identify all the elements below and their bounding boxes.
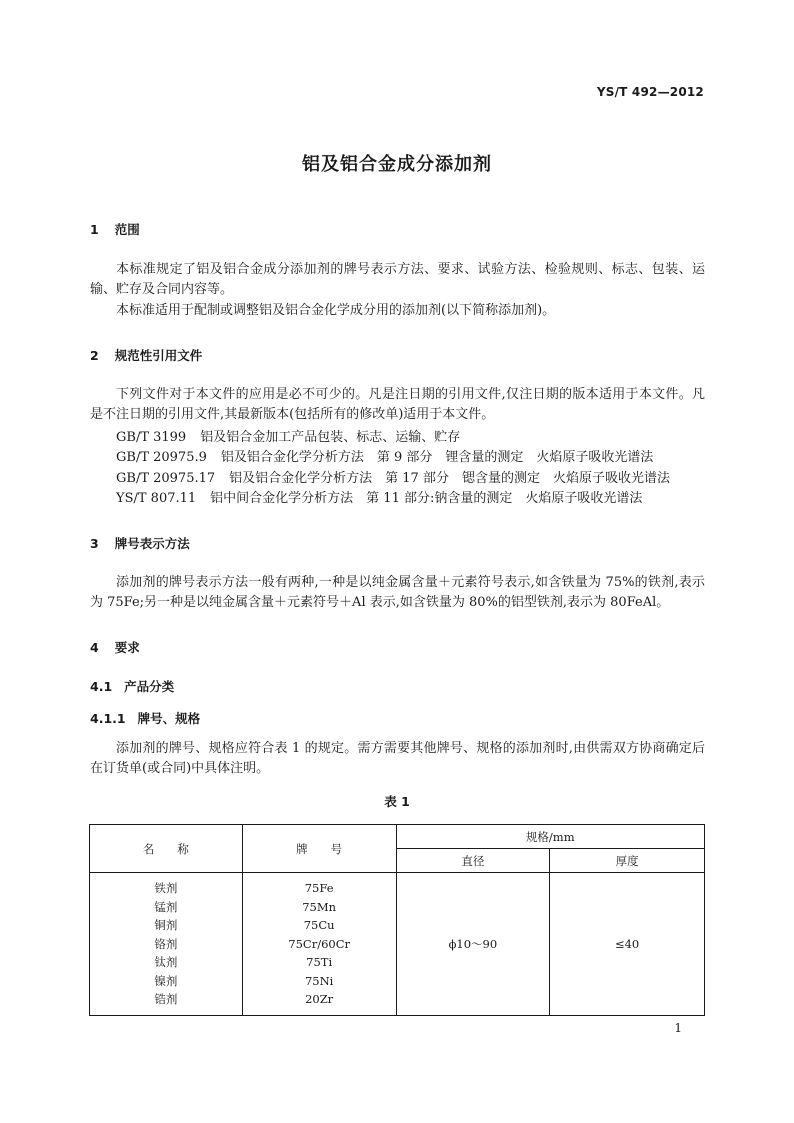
- reference-code: GB/T 20975.9: [116, 450, 207, 465]
- section-2-heading: [90, 346, 202, 364]
- header-spec: 规格/mm: [396, 825, 704, 849]
- header-diameter: 直径: [396, 849, 550, 873]
- section-4-heading: [90, 638, 140, 656]
- name-list: [90, 879, 242, 1009]
- section-3-heading: [90, 534, 190, 552]
- spec-table: [89, 824, 705, 1016]
- header-name: 名 称: [90, 825, 243, 873]
- name-cell: 锰剂: [154, 899, 178, 914]
- section-title: 规范性引用文件: [114, 348, 203, 363]
- reference-title: 铝中间合金化学分析方法 第 11 部分:钠含量的测定 火焰原子吸收光谱法: [210, 491, 643, 506]
- header-grade: 牌 号: [242, 825, 396, 873]
- section-2-paragraph: 下列文件对于本文件的应用是必不可少的。凡是注日期的引用文件,仅注日期的版本适用于本文件。凡是不注日期的引用文件,其最新版本(包括所有的修改单)适用于本文件。: [90, 387, 705, 422]
- section-1-paragraph-1: 本标准规定了铝及铝合金成分添加剂的牌号表示方法、要求、试验方法、检验规则、标志、包装、运输、贮存及合同内容等。: [90, 262, 705, 297]
- grade-cell: 75Ni: [304, 973, 334, 988]
- page-number: 1: [674, 1021, 682, 1035]
- reference-code: YS/T 807.11: [116, 491, 197, 506]
- grade-cell: 75Fe: [304, 881, 334, 896]
- section-4-1-1-paragraph: 添加剂的牌号、规格应符合表 1 的规定。需方需要其他牌号、规格的添加剂时,由供需双方协商确定后在订货单(或合同)中具体注明。: [90, 741, 705, 776]
- section-1-paragraph-2: 本标准适用于配制或调整铝及铝合金化学成分用的添加剂(以下简称添加剂)。: [116, 303, 556, 318]
- reference-code: GB/T 3199: [116, 430, 187, 445]
- section-1-heading: [90, 220, 140, 238]
- reference-item: [116, 448, 653, 468]
- grade-cell: 20Zr: [305, 992, 334, 1007]
- section-number: 4.1.1: [90, 711, 126, 726]
- section-number: 2: [90, 348, 99, 363]
- grade-cell: 75Cu: [303, 918, 335, 933]
- reference-item: [116, 428, 460, 448]
- section-number: 1: [90, 222, 99, 237]
- name-cell: 铁剂: [154, 881, 178, 896]
- grade-cell: 75Mn: [302, 899, 337, 914]
- grade-column: [242, 873, 396, 1016]
- name-cell: 镍剂: [154, 973, 178, 988]
- grade-cell: 75Ti: [306, 955, 333, 970]
- section-number: 4.1: [90, 679, 113, 694]
- diameter-cell: ϕ10～90: [396, 873, 550, 1016]
- reference-title: 铝及铝合金化学分析方法 第 17 部分 锶含量的测定 火焰原子吸收光谱法: [229, 471, 670, 486]
- section-number: 3: [90, 536, 99, 551]
- section-number: 4: [90, 640, 99, 655]
- reference-item: [116, 469, 670, 489]
- standard-code: YS/T 492—2012: [596, 85, 704, 99]
- section-title: 产品分类: [124, 679, 175, 694]
- table-caption: 表 1: [384, 794, 410, 809]
- section-title: 范围: [114, 222, 140, 237]
- header-thickness: 厚度: [550, 849, 705, 873]
- reference-item: [116, 489, 642, 509]
- reference-code: GB/T 20975.17: [116, 471, 216, 486]
- name-cell: 铜剂: [154, 918, 178, 933]
- name-column: [90, 873, 243, 1016]
- section-3-paragraph: 添加剂的牌号表示方法一般有两种,一种是以纯金属含量＋元素符号表示,如含铁量为 75%的铁剂,表示为 75Fe;另一种是以纯金属含量＋元素符号＋Al 表示,如含铁量为 80%的铝型铁剂,表示为 80FeAl。: [90, 575, 705, 610]
- section-4-1-heading: [90, 677, 174, 695]
- name-cell: 钛剂: [154, 955, 178, 970]
- name-cell: 锆剂: [154, 992, 178, 1007]
- name-cell: 铬剂: [154, 936, 178, 951]
- section-title: 要求: [114, 640, 140, 655]
- section-title: 牌号、规格: [137, 711, 201, 726]
- grade-cell: 75Cr/60Cr: [288, 936, 350, 951]
- section-4-1-1-heading: [90, 709, 200, 727]
- thickness-cell: ≤40: [550, 873, 705, 1016]
- section-title: 牌号表示方法: [114, 536, 190, 551]
- grade-list: [243, 879, 396, 1009]
- reference-title: 铝及铝合金加工产品包装、标志、运输、贮存: [200, 430, 461, 445]
- reference-title: 铝及铝合金化学分析方法 第 9 部分 锂含量的测定 火焰原子吸收光谱法: [220, 450, 654, 465]
- document-title: 铝及铝合金成分添加剂: [302, 154, 492, 175]
